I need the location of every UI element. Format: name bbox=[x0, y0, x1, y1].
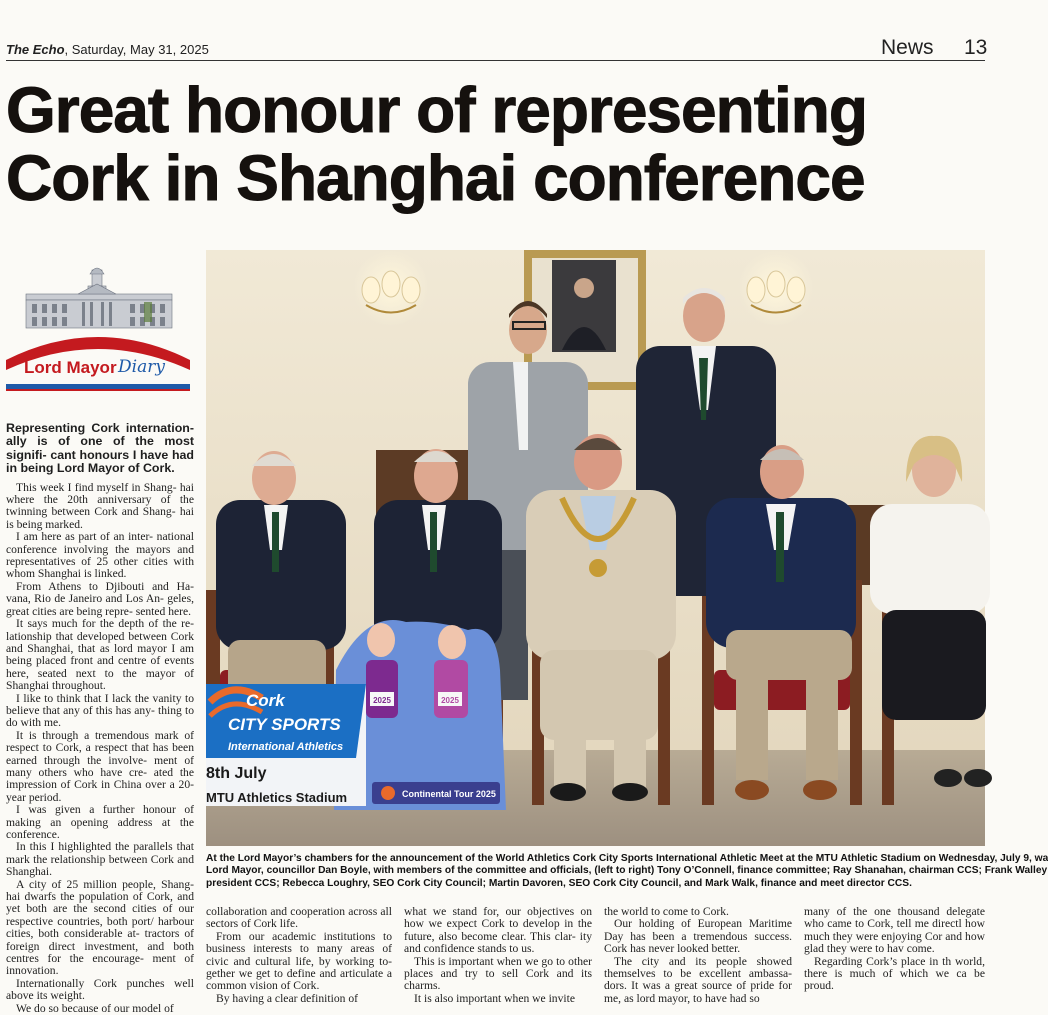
article-paragraph: collaboration and cooperation across all sectors of Cork life. bbox=[206, 905, 392, 931]
runner-bib-right: 2025 bbox=[441, 696, 459, 705]
caption-line-3: president CCS; Rebecca Loughry, SEO Cork City Council; Martin Davoren, SEO Cork City Council, and Mark Walk, finance and meet director CCS. bbox=[206, 877, 912, 889]
article-paragraph: I was given a further honour of making an opening address at the conference. bbox=[6, 803, 194, 841]
article-paragraph: It says much for the depth of the re- lationship that developed between Cork and Shanghai, that as lord mayor I am being placed front and centre of events here, seated next to the mayor of Shanghai throughout. bbox=[6, 617, 194, 693]
banner-brand-top: Cork bbox=[246, 691, 285, 710]
article-paragraph: This week I find myself in Shang- hai where the 20th anniversary of the twinning between Cork and Shang- hai is being marked. bbox=[6, 480, 194, 531]
article-paragraph: We do so because of our model of bbox=[16, 1001, 174, 1015]
article-paragraph: It is through a tremendous mark of respect to Cork, a respect that has been earned through the involve- ment of many others who have cre- ated the impression of Cork in China over a 20-year period. bbox=[6, 728, 194, 804]
article-column-5 bbox=[804, 906, 985, 1000]
article-column-3 bbox=[404, 906, 592, 1005]
page-number: 13 bbox=[964, 36, 988, 59]
masthead-rule bbox=[6, 60, 985, 61]
article-paragraph: what we stand for, our objectives on how we expect Cork to develop in the future, also become clear. This clar- ity and confidence stands to us. bbox=[404, 905, 592, 956]
caption-line-2: Lord Mayor, councillor Dan Boyle, with members of the committee and officials, (left to right) Tony O’Connell, finance committee; Ray Shanahan, chairman CCS; Frank Walley bbox=[206, 865, 1048, 877]
headline-line-1: Great honour of representing bbox=[6, 74, 867, 146]
article-column-2 bbox=[206, 906, 392, 1005]
headline-line-2: Cork in Shanghai conference bbox=[6, 142, 865, 214]
banner-tagline: International Athletics bbox=[228, 741, 344, 753]
article-paragraph: Internationally Cork punches well above its weight. bbox=[6, 976, 194, 1003]
article-intro: Representing Cork internation- ally is of one of the most signifi- cant honours I have had in being Lord Mayor of Cork. bbox=[6, 421, 194, 476]
article-paragraph: many of the one thousand delegate who came to Cork, tell me directl how much they were enjoying Cor and how glad they were to hav come. bbox=[804, 905, 985, 956]
lord-mayor-diary-logo bbox=[4, 262, 192, 392]
article-paragraph: A city of 25 million people, Shang- hai dwarfs the population of Cork, and yet both are the second cities of our respective countries, both port/ harbour cities, both considerable at- tractors of foreign direct investment, and both centres for the encourage- ment of innovation. bbox=[6, 877, 194, 978]
article-column-1 bbox=[6, 422, 194, 1015]
article-paragraph: This is important when we go to other places and try to sell Cork and its charms. bbox=[404, 954, 592, 993]
headline bbox=[6, 76, 981, 212]
article-column-4 bbox=[604, 906, 792, 1005]
article-paragraph: In this I highlighted the parallels that mark the relationship between Cork and Shanghai. bbox=[6, 840, 194, 879]
wall-lamp-left bbox=[353, 250, 429, 326]
publication-dateline bbox=[6, 42, 209, 57]
event-photo bbox=[206, 250, 985, 846]
article-paragraph: From our academic institutions to business interests to many areas of civic and cultural life, by working to- gether we get to define and articulate a common vision of Cork. bbox=[206, 929, 392, 993]
banner-date: 8th July bbox=[206, 765, 267, 782]
article-paragraph: By having a clear definition of bbox=[216, 991, 358, 1005]
city-hall-emblem bbox=[4, 262, 192, 392]
section-name: News bbox=[881, 36, 934, 59]
article-paragraph: Our holding of European Maritime Day has been a tremendous success. Cork has never looked better. bbox=[604, 917, 792, 956]
article-paragraph: I am here as part of an inter- national conference involving the mayors and representatives of 25 other cities with whom Shanghai is linked. bbox=[6, 530, 194, 581]
banner-continental-tour: Continental Tour 2025 bbox=[402, 789, 496, 799]
article-paragraph: Regarding Cork’s place in th world, there is much of which we ca be proud. bbox=[804, 954, 985, 993]
article-paragraph: It is also important when we invite bbox=[414, 991, 575, 1005]
logo-title-script: Diary bbox=[118, 357, 165, 377]
wall-lamp-right bbox=[738, 250, 814, 326]
runner-bib-left: 2025 bbox=[373, 696, 391, 705]
logo-title-bold: Lord Mayor bbox=[24, 358, 117, 377]
article-paragraph: From Athens to Djibouti and Ha- vana, Rio de Janeiro and Los An- geles, great cities are being repre- sented here. bbox=[6, 579, 194, 618]
caption-line-1: At the Lord Mayor’s chambers for the announcement of the World Athletics Cork City Sports International Athletic Meet at the MTU Athletic Stadium on Wednesday, July 9, wa bbox=[206, 853, 1048, 864]
article-paragraph: the world to come to Cork. bbox=[604, 905, 729, 918]
masthead bbox=[6, 36, 988, 60]
article-paragraph: The city and its people showed themselves to be excellent ambassa- dors. It was a great source of pride for me, as lord mayor, to have had so bbox=[604, 954, 792, 1005]
photo-caption bbox=[206, 853, 1048, 890]
banner-brand-main: CITY SPORTS bbox=[228, 715, 341, 734]
publication-name: The Echo bbox=[6, 42, 65, 57]
banner-venue: MTU Athletics Stadium bbox=[206, 790, 348, 805]
issue-date: , Saturday, May 31, 2025 bbox=[64, 42, 209, 57]
article-paragraph: I like to think that I lack the vanity to believe that any of this has any- thing to do with me. bbox=[6, 691, 194, 730]
